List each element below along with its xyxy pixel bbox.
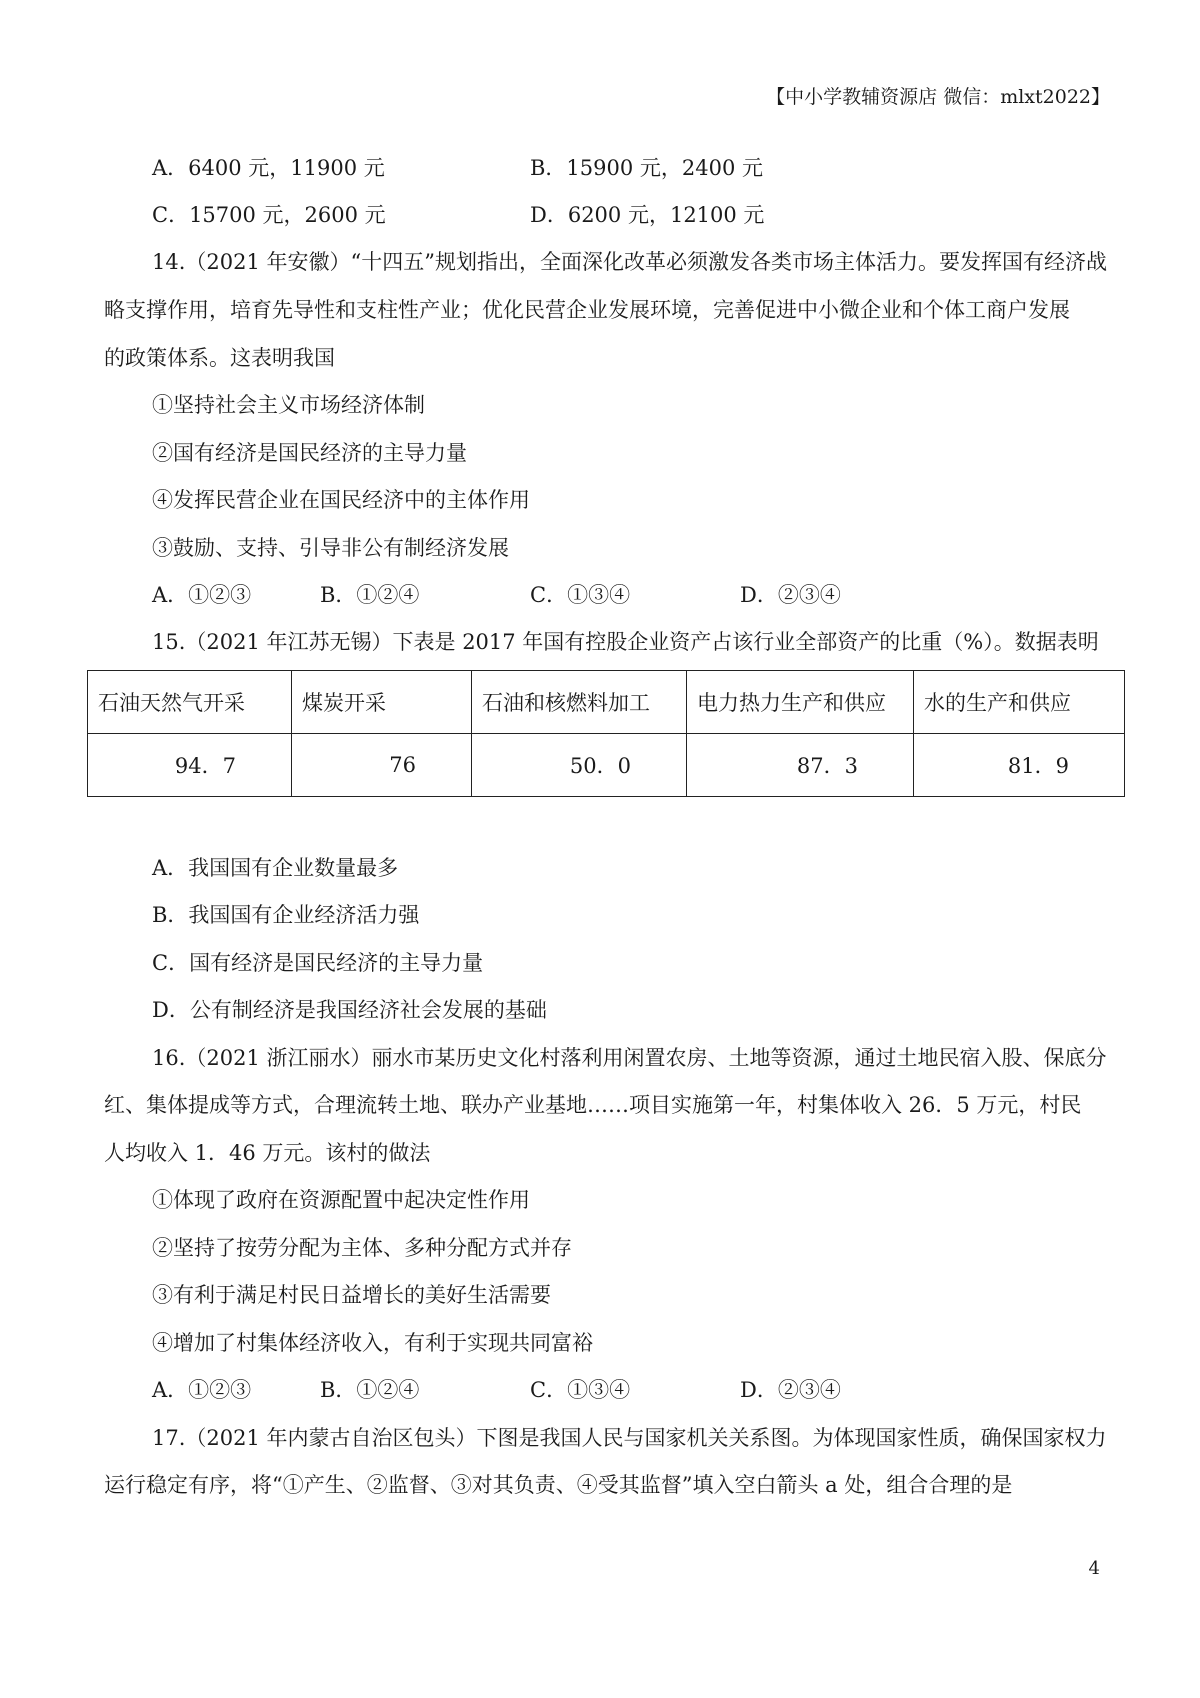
table-header-cell: 煤炭开采 — [292, 671, 472, 734]
q16-option-a: A．①②③ — [152, 1378, 252, 1402]
table-value-cell: 50．0 — [472, 734, 687, 797]
q15-option-c: C．国有经济是国民经济的主导力量 — [152, 951, 484, 975]
q16-stem-line-1: 16.（2021 浙江丽水）丽水市某历史文化村落利用闲置农房、土地等资源，通过土地民宿入股、保底分 — [152, 1046, 1107, 1070]
q14-statement-1: ①坚持社会主义市场经济体制 — [152, 393, 425, 417]
page-header: 【中小学教辅资源店 微信：mlxt2022】 — [766, 86, 1110, 108]
q16-option-c: C．①③④ — [530, 1378, 631, 1402]
q15-option-b: B．我国国有企业经济活力强 — [152, 903, 420, 927]
q16-statement-2: ②坚持了按劳分配为主体、多种分配方式并存 — [152, 1236, 572, 1260]
q14-statement-3: ③鼓励、支持、引导非公有制经济发展 — [152, 536, 509, 560]
q16-stem-line-3: 人均收入 1．46 万元。该村的做法 — [104, 1141, 431, 1165]
q15-option-d: D．公有制经济是我国经济社会发展的基础 — [152, 998, 547, 1022]
q16-stem-line-2: 红、集体提成等方式，合理流转土地、联办产业基地……项目实施第一年，村集体收入 26．5 万元，村民 — [104, 1093, 1082, 1117]
table-value-cell: 76 — [292, 734, 472, 797]
q17-stem-line-2: 运行稳定有序，将“①产生、②监督、③对其负责、④受其监督”填入空白箭头 a 处，组合合理的是 — [104, 1473, 1013, 1497]
table-header-row — [88, 671, 1125, 734]
q16-statement-4: ④增加了村集体经济收入，有利于实现共同富裕 — [152, 1331, 593, 1355]
q14-option-b: B．①②④ — [320, 583, 420, 607]
q16-option-b: B．①②④ — [320, 1378, 420, 1402]
table-value-cell: 87．3 — [687, 734, 914, 797]
q14-option-a: A．①②③ — [152, 583, 252, 607]
table-value-cell: 94．7 — [88, 734, 292, 797]
q14-statement-2: ②国有经济是国民经济的主导力量 — [152, 441, 467, 465]
q15-data-table — [87, 670, 1125, 797]
q14-stem-line-3: 的政策体系。这表明我国 — [104, 346, 335, 370]
q13-option-b: B．15900 元，2400 元 — [530, 156, 764, 180]
table-header-cell: 石油和核燃料加工 — [472, 671, 687, 734]
q16-statement-3: ③有利于满足村民日益增长的美好生活需要 — [152, 1283, 551, 1307]
table-header-cell: 电力热力生产和供应 — [687, 671, 914, 734]
q13-option-d: D．6200 元，12100 元 — [530, 203, 765, 227]
q17-stem-line-1: 17.（2021 年内蒙古自治区包头）下图是我国人民与国家机关关系图。为体现国家性质，确保国家权力 — [152, 1426, 1107, 1450]
q13-option-a: A．6400 元，11900 元 — [152, 156, 385, 180]
q14-option-c: C．①③④ — [530, 583, 631, 607]
table-header-cell: 石油天然气开采 — [88, 671, 292, 734]
page-number: 4 — [1088, 1558, 1100, 1579]
q16-option-d: D．②③④ — [740, 1378, 841, 1402]
table-header-cell: 水的生产和供应 — [914, 671, 1125, 734]
q14-statement-4: ④发挥民营企业在国民经济中的主体作用 — [152, 488, 530, 512]
q16-statement-1: ①体现了政府在资源配置中起决定性作用 — [152, 1188, 530, 1212]
table-value-cell: 81．9 — [914, 734, 1125, 797]
q14-option-d: D．②③④ — [740, 583, 841, 607]
table-value-row — [88, 734, 1125, 797]
q14-stem-line-2: 略支撑作用，培育先导性和支柱性产业；优化民营企业发展环境，完善促进中小微企业和个体工商户发展 — [104, 298, 1070, 322]
q15-option-a: A．我国国有企业数量最多 — [152, 856, 399, 880]
q13-option-c: C．15700 元，2600 元 — [152, 203, 386, 227]
q14-stem-line-1: 14.（2021 年安徽）“十四五”规划指出，全面深化改革必须激发各类市场主体活力。要发挥国有经济战 — [152, 250, 1107, 274]
q15-stem: 15.（2021 年江苏无锡）下表是 2017 年国有控股企业资产占该行业全部资产的比重（%）。数据表明 — [152, 630, 1099, 654]
